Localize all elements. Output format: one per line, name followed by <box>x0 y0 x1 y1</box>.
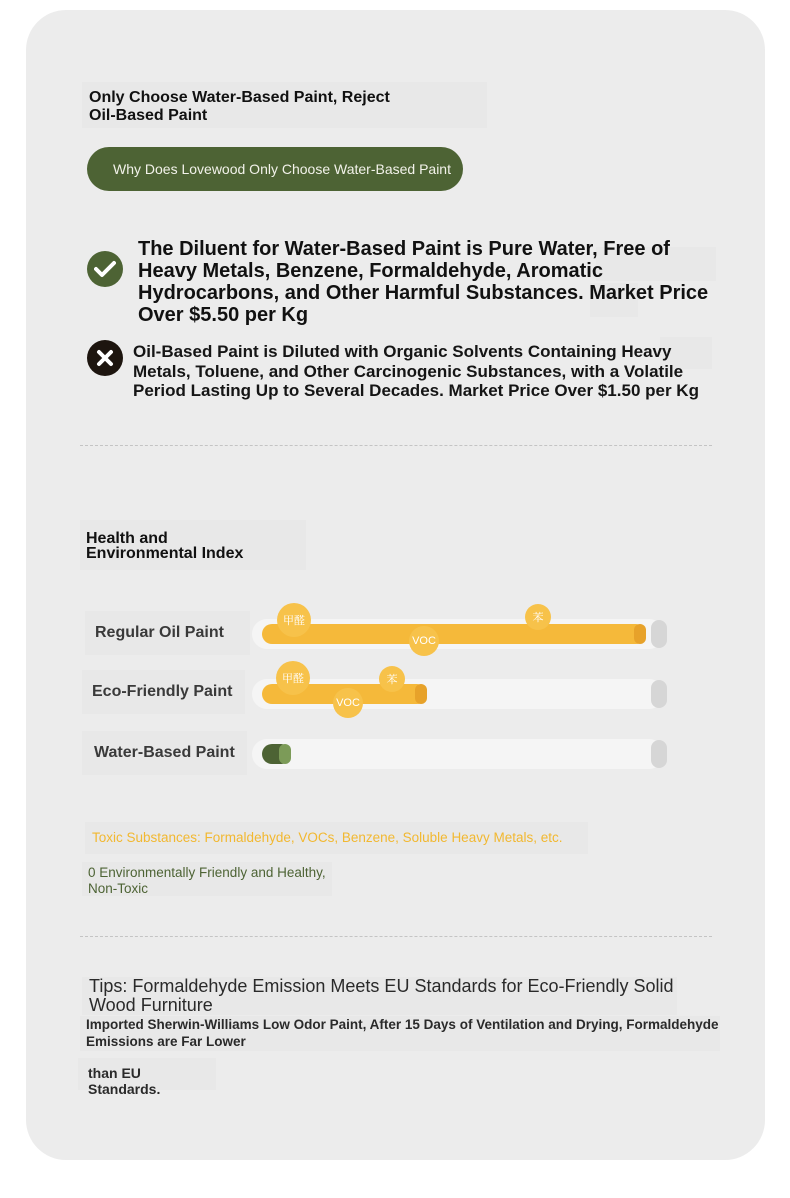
bar-fill-oil <box>262 624 646 644</box>
oil-based-point: Oil-Based Paint is Diluted with Organic Solvents Containing Heavy Metals, Toluene, and Other Carcinogenic Substances, with a Volatile Period Lasting Up to Several Decades. Market Price Over $1.50 per Kg <box>133 342 699 400</box>
legend-toxic: Toxic Substances: Formaldehyde, VOCs, Benzene, Soluble Heavy Metals, etc. <box>85 822 588 854</box>
index-title: Health and Environmental Index <box>80 520 306 570</box>
marker-benzene: 苯 <box>379 666 405 692</box>
marker-voc: VOC <box>333 688 363 718</box>
bar-end-water <box>651 740 667 768</box>
tips-tail: than EU Standards. <box>78 1058 216 1090</box>
marker-formaldehyde: 甲醛 <box>277 603 311 637</box>
why-water-based-button[interactable]: Why Does Lovewood Only Choose Water-Based Paint <box>87 147 463 191</box>
row-label-water: Water-Based Paint <box>82 731 247 775</box>
divider <box>80 936 712 937</box>
row-label-eco: Eco-Friendly Paint <box>82 670 245 714</box>
bar-cap-oil <box>634 624 646 644</box>
bar-cap-water <box>279 744 291 764</box>
tips-body: Imported Sherwin-Williams Low Odor Paint, After 15 Days of Ventilation and Drying, Formaldehyde Emissions are Far Lower <box>80 1016 720 1051</box>
page-headline: Only Choose Water-Based Paint, Reject Oil-Based Paint <box>82 82 487 128</box>
legend-healthy: 0 Environmentally Friendly and Healthy, Non-Toxic <box>82 862 332 896</box>
divider <box>80 445 712 446</box>
bar-cap-eco <box>415 684 427 704</box>
check-icon <box>87 251 123 287</box>
row-label-oil: Regular Oil Paint <box>85 611 250 655</box>
bar-end-eco <box>651 680 667 708</box>
water-based-point: The Diluent for Water-Based Paint is Pure Water, Free of Heavy Metals, Benzene, Formaldehyde, Aromatic Hydrocarbons, and Other Harmful Substances. Market Price Over $5.50 per Kg <box>138 238 709 326</box>
marker-formaldehyde: 甲醛 <box>276 661 310 695</box>
marker-benzene: 苯 <box>525 604 551 630</box>
tips-title: Tips: Formaldehyde Emission Meets EU Standards for Eco-Friendly Solid Wood Furniture <box>82 977 677 1015</box>
marker-voc: VOC <box>409 626 439 656</box>
bar-track-water <box>252 739 664 769</box>
bar-end-oil <box>651 620 667 648</box>
cross-icon <box>87 340 123 376</box>
